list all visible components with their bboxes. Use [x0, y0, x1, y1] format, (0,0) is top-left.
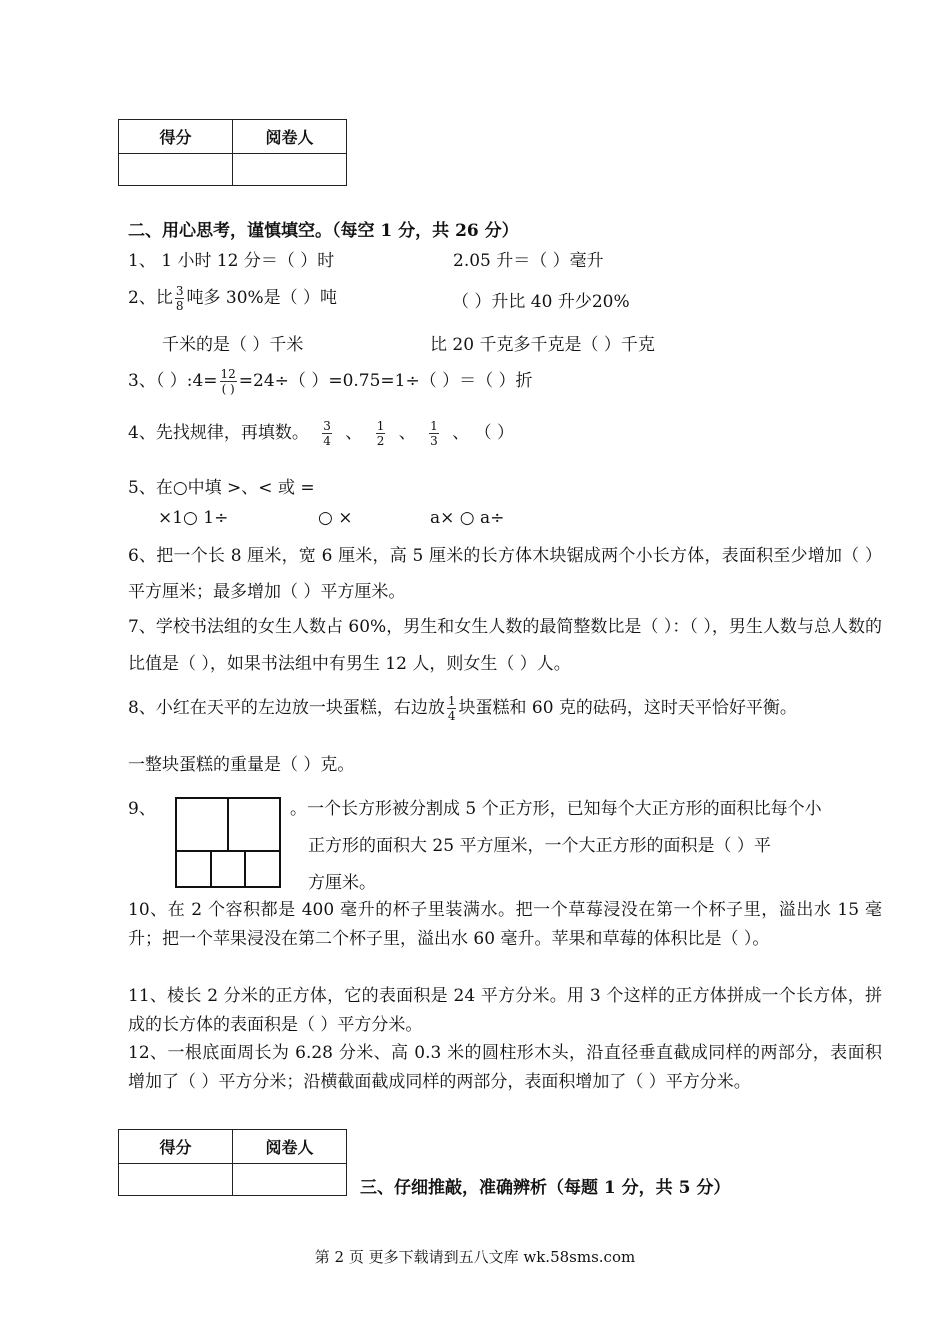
grader-cell[interactable]: [233, 1164, 347, 1196]
page-footer: 第 2 页 更多下载请到五八文库 wk.58sms.com: [314, 1248, 636, 1266]
q4-frac3-den: 3: [430, 434, 438, 448]
question-12: 12、一根底面周长为 6.28 分米、高 0.3 米的圆柱形木头，沿直径垂直截成同样的两部分，表面积增加了（ ）平方分米；沿横截面截成同样的两部分，表面积增加了（ ）平方分米。: [128, 1043, 882, 1092]
score-header: 得分: [119, 1130, 233, 1164]
question-10: 10、在 2 个容积都是 400 毫升的杯子里装满水。把一个草莓浸没在第一个杯子里，溢出水 15 毫升；把一个苹果浸没在第二个杯子里，溢出水 60 毫升。苹果和草莓的体积比是（ ）。: [128, 900, 882, 949]
question-3: [128, 366, 533, 396]
question-2b: （ ）升比 40 升少20%: [452, 292, 630, 312]
question-6: 6、把一个长 8 厘米，宽 6 厘米，高 5 厘米的长方体木块锯成两个小长方体，表面积至少增加（ ）平方厘米；最多增加（ ）平方厘米。: [128, 546, 882, 602]
q3-frac-den: ( ): [221, 382, 235, 396]
q4-sep-3: 、: [452, 423, 470, 443]
grader-header: 阅卷人: [233, 120, 347, 154]
q3-fraction: [220, 367, 237, 396]
section2-heading: 二、用心思考，谨慎填空。（每空 1 分，共 26 分）: [128, 221, 519, 241]
question-1b: 2.05 升＝（ ）毫升: [453, 251, 604, 271]
q2-fraction: [175, 284, 185, 313]
question-2a: [128, 283, 337, 313]
score-cell[interactable]: [119, 154, 233, 186]
q4-fraction-1: [322, 419, 332, 448]
q8-frac-num: 1: [447, 694, 456, 708]
q4-frac2-num: 1: [376, 419, 385, 433]
q8-b: 块蛋糕和 60 克的砝码，这时天平恰好平衡。: [458, 698, 797, 718]
grader-header: 阅卷人: [233, 1130, 347, 1164]
question-1a: 1、 1 小时 12 分＝（ ）时: [128, 251, 335, 271]
q4-sep-2: 、: [398, 423, 416, 443]
section3-heading: 三、仔细推敲，准确辨析（每题 1 分，共 5 分）: [360, 1178, 731, 1198]
question-9-line1: 。一个长方形被分割成 5 个正方形，已知每个大正方形的面积比每个小: [290, 799, 822, 819]
q4-frac1-num: 3: [323, 419, 331, 433]
q3-a: 3、（ ）:4=: [128, 371, 218, 391]
question-5b: ×1○ 1÷: [158, 508, 229, 528]
score-table-top: [118, 119, 347, 186]
q4-fraction-2: [376, 419, 386, 448]
question-2c: 千米的是（ ）千米: [162, 335, 304, 355]
q4-frac3-num: 1: [430, 419, 438, 433]
q2-frac-den: 8: [175, 299, 184, 313]
q4-frac1-den: 4: [323, 434, 331, 448]
score-cell[interactable]: [119, 1164, 233, 1196]
q8-fraction: [447, 694, 457, 723]
squares-figure: [175, 797, 281, 888]
question-5d: a× ○ a÷: [430, 508, 505, 528]
q2-prefix: 2、比: [128, 288, 173, 308]
question-8a: [128, 693, 797, 723]
question-9-line3: 方厘米。: [308, 873, 376, 893]
q4-sep-1: 、: [345, 423, 363, 443]
question-8c: 一整块蛋糕的重量是（ ）克。: [128, 755, 355, 775]
score-table-bottom: [118, 1129, 347, 1196]
q4-prefix: 4、先找规律，再填数。: [128, 423, 309, 443]
q4-suffix: （ ）: [474, 423, 514, 443]
question-2d: 比 20 千克多千克是（ ）千克: [430, 335, 655, 355]
q3-b: =24÷（ ）=0.75=1÷（ ）＝（ ）折: [238, 371, 533, 391]
question-7: 7、学校书法组的女生人数占 60%，男生和女生人数的最简整数比是（ ）：（ ），男生人数与总人数的比值是（ ），如果书法组中有男生 12 人，则女生（ ）人。: [128, 617, 882, 674]
question-5c: ○ ×: [318, 508, 353, 528]
question-5a: 5、在○中填 >、< 或 =: [128, 478, 315, 498]
q4-frac2-den: 2: [376, 434, 385, 448]
question-9-label: 9、: [128, 799, 156, 819]
q8-frac-den: 4: [447, 709, 456, 723]
q4-fraction-3: [429, 419, 439, 448]
question-4: [128, 418, 514, 448]
q8-a: 8、小红在天平的左边放一块蛋糕，右边放: [128, 698, 445, 718]
q2-frac-num: 3: [175, 284, 184, 298]
question-9-line2: 正方形的面积大 25 平方厘米，一个大正方形的面积是（ ）平: [308, 836, 771, 856]
q2-a-suffix: 吨多 30%是（ ）吨: [186, 288, 338, 308]
grader-cell[interactable]: [233, 154, 347, 186]
question-11: 11、棱长 2 分米的正方体，它的表面积是 24 平方分米。用 3 个这样的正方体拼成一个长方体，拼成的长方体的表面积是（ ）平方分米。: [128, 986, 882, 1035]
score-header: 得分: [119, 120, 233, 154]
q3-frac-num: 12: [220, 367, 236, 381]
